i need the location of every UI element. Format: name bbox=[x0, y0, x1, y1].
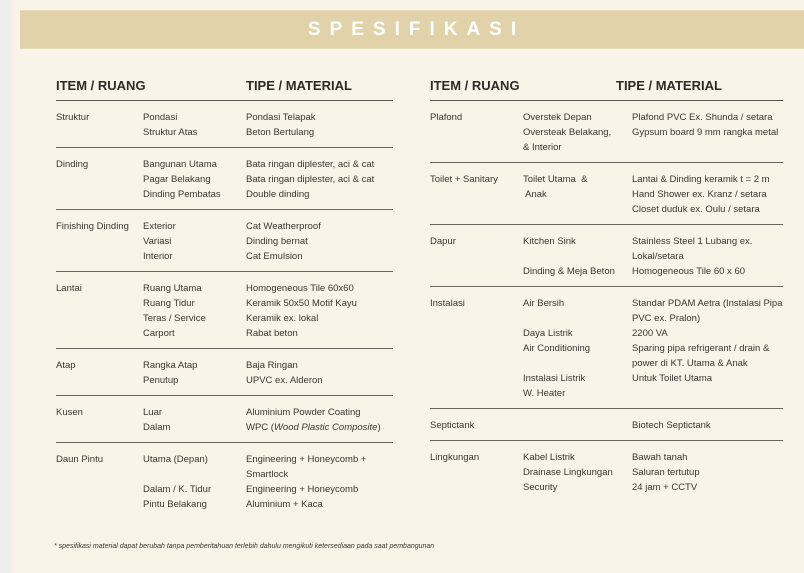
row-item: Toilet Utama & bbox=[523, 174, 588, 185]
row-material: Cat Weatherproof bbox=[246, 221, 321, 232]
spec-section bbox=[56, 349, 393, 396]
header-item: ITEM / RUANG bbox=[56, 78, 146, 93]
table-row bbox=[523, 326, 783, 341]
spec-section bbox=[430, 287, 783, 409]
row-item: Dinding & Meja Beton bbox=[523, 266, 615, 277]
row-item: Dalam / K. Tidur bbox=[143, 484, 212, 495]
table-row bbox=[143, 219, 393, 234]
row-item: Variasi bbox=[143, 236, 172, 247]
table-row bbox=[523, 465, 783, 480]
row-item: Teras / Service bbox=[143, 313, 206, 324]
spec-section bbox=[430, 101, 783, 163]
table-row bbox=[523, 386, 783, 401]
table-row bbox=[523, 187, 783, 202]
section-category: Dapur bbox=[430, 236, 456, 247]
spec-section bbox=[430, 409, 783, 441]
spec-table-left bbox=[56, 76, 393, 519]
table-row bbox=[523, 311, 783, 326]
row-item: & Interior bbox=[523, 142, 562, 153]
row-item bbox=[143, 467, 246, 482]
row-item: Utama (Depan) bbox=[143, 454, 208, 465]
row-item: Penutup bbox=[143, 375, 179, 386]
row-item: Pintu Belakang bbox=[143, 499, 207, 510]
row-item bbox=[523, 249, 632, 264]
section-rows bbox=[523, 418, 783, 433]
table-row bbox=[523, 450, 783, 465]
page-title: SPESIFIKASI bbox=[307, 18, 526, 40]
spec-section bbox=[56, 272, 393, 349]
table-row bbox=[143, 452, 393, 467]
table-row bbox=[523, 480, 783, 495]
table-row bbox=[523, 356, 783, 371]
section-category: Septictank bbox=[430, 420, 475, 431]
section-category: Dinding bbox=[56, 159, 89, 170]
row-material: Lokal/setara bbox=[632, 251, 684, 262]
row-item: Dinding Pembatas bbox=[143, 189, 221, 200]
row-material: Double dinding bbox=[246, 189, 310, 200]
row-material: Homogeneous Tile 60 x 60 bbox=[632, 266, 746, 277]
footnote: * spesifikasi material dapat berubah tanpa pemberitahuan terlebih dahulu mengikuti ketersediaan pada saat pembangunan bbox=[54, 543, 435, 550]
section-category: Finishing Dinding bbox=[56, 221, 129, 232]
header-material: TIPE / MATERIAL bbox=[246, 78, 352, 93]
table-row bbox=[523, 371, 783, 386]
row-item: Ruang Tidur bbox=[143, 298, 195, 309]
row-item bbox=[523, 418, 632, 433]
row-material: power di KT. Utama & Anak bbox=[632, 358, 748, 369]
row-material: Gypsum board 9 mm rangka metal bbox=[632, 127, 779, 138]
section-rows bbox=[523, 110, 783, 155]
row-item: Kabel Listrik bbox=[523, 452, 575, 463]
row-material: Untuk Toilet Utama bbox=[632, 373, 713, 384]
row-item bbox=[523, 311, 632, 326]
table-row bbox=[523, 125, 783, 140]
row-item bbox=[523, 356, 632, 371]
row-item: Security bbox=[523, 482, 558, 493]
table-row bbox=[143, 497, 393, 512]
row-material: Bawah tanah bbox=[632, 452, 688, 463]
section-rows bbox=[523, 234, 783, 279]
row-item: Overstek Depan bbox=[523, 112, 592, 123]
row-item: Luar bbox=[143, 407, 163, 418]
section-category: Lingkungan bbox=[430, 452, 480, 463]
row-material: Bata ringan diplester, aci & cat bbox=[246, 159, 375, 170]
table-row bbox=[143, 358, 393, 373]
row-material: Engineering + Honeycomb bbox=[246, 484, 359, 495]
row-material: Pondasi Telapak bbox=[246, 112, 316, 123]
section-category: Struktur bbox=[56, 112, 90, 123]
section-rows bbox=[143, 110, 393, 140]
row-material: Baja Ringan bbox=[246, 360, 298, 371]
row-material: 24 jam + CCTV bbox=[632, 482, 698, 493]
row-item: Air Conditioning bbox=[523, 343, 591, 354]
row-material: Bata ringan diplester, aci & cat bbox=[246, 174, 375, 185]
row-item: Exterior bbox=[143, 221, 176, 232]
row-material: Biotech Septictank bbox=[632, 420, 711, 431]
table-row bbox=[143, 326, 393, 341]
material-text-end: ) bbox=[377, 422, 381, 433]
table-row bbox=[143, 467, 393, 482]
section-category: Daun Pintu bbox=[56, 454, 104, 465]
table-row bbox=[143, 482, 393, 497]
spec-section bbox=[56, 148, 393, 210]
table-row bbox=[143, 311, 393, 326]
table-row bbox=[143, 296, 393, 311]
section-category: Lantai bbox=[56, 283, 82, 294]
row-item: Carport bbox=[143, 328, 175, 339]
row-material: Stainless Steel 1 Lubang ex. bbox=[632, 236, 753, 247]
spec-section bbox=[56, 443, 393, 519]
row-material: UPVC ex. Alderon bbox=[246, 375, 323, 386]
row-material: 2200 VA bbox=[632, 328, 668, 339]
table-row bbox=[523, 202, 783, 217]
table-row bbox=[523, 140, 783, 155]
row-item: Daya Listrik bbox=[523, 328, 573, 339]
table-row bbox=[143, 187, 393, 202]
row-material: Cat Emulsion bbox=[246, 251, 303, 262]
spec-section bbox=[56, 210, 393, 272]
section-category: Plafond bbox=[430, 112, 463, 123]
section-rows bbox=[143, 358, 393, 388]
table-header bbox=[56, 76, 393, 101]
table-row bbox=[143, 234, 393, 249]
row-item: Anak bbox=[523, 189, 547, 200]
table-body bbox=[56, 101, 393, 519]
table-row bbox=[523, 341, 783, 356]
row-item: Ruang Utama bbox=[143, 283, 202, 294]
row-item: Air Bersih bbox=[523, 298, 565, 309]
row-item: Kitchen Sink bbox=[523, 236, 576, 247]
table-row bbox=[143, 157, 393, 172]
table-row bbox=[523, 172, 783, 187]
row-material: Dinding bernat bbox=[246, 236, 308, 247]
section-category: Toilet + Sanitary bbox=[430, 174, 498, 185]
row-item: Pondasi bbox=[143, 112, 178, 123]
header-material: TIPE / MATERIAL bbox=[616, 78, 722, 93]
spec-section bbox=[430, 163, 783, 225]
table-row bbox=[523, 418, 783, 433]
table-row bbox=[143, 172, 393, 187]
table-row bbox=[143, 405, 393, 420]
row-item: Dalam bbox=[143, 422, 171, 433]
row-material: PVC ex. Pralon) bbox=[632, 313, 701, 324]
section-rows bbox=[523, 296, 783, 401]
section-rows bbox=[143, 219, 393, 264]
row-material: Saluran tertutup bbox=[632, 467, 700, 478]
table-row bbox=[143, 125, 393, 140]
table-row bbox=[143, 420, 393, 435]
row-material: Homogeneous Tile 60x60 bbox=[246, 283, 354, 294]
row-material: Rabat beton bbox=[246, 328, 298, 339]
row-material: Aluminium Powder Coating bbox=[246, 407, 361, 418]
spec-section bbox=[56, 101, 393, 148]
row-material: Standar PDAM Aetra (Instalasi Pipa bbox=[632, 298, 783, 309]
header-item: ITEM / RUANG bbox=[430, 78, 520, 93]
spec-section bbox=[56, 396, 393, 443]
section-rows bbox=[523, 172, 783, 217]
row-material: Plafond PVC Ex. Shunda / setara bbox=[632, 112, 773, 123]
table-row bbox=[143, 373, 393, 388]
section-rows bbox=[143, 281, 393, 341]
section-rows bbox=[143, 157, 393, 202]
spec-section bbox=[430, 225, 783, 287]
material-italic-text: Wood Plastic Composite bbox=[273, 422, 378, 433]
row-material: Beton Bertulang bbox=[246, 127, 315, 138]
section-category: Instalasi bbox=[430, 298, 465, 309]
row-item: Oversteak Belakang, bbox=[523, 127, 612, 138]
row-item: Rangka Atap bbox=[143, 360, 198, 371]
material-text: WPC ( bbox=[246, 422, 274, 433]
section-rows bbox=[523, 450, 783, 495]
table-row bbox=[523, 110, 783, 125]
spec-table-right bbox=[430, 76, 783, 502]
section-category: Kusen bbox=[56, 407, 83, 418]
section-rows bbox=[143, 452, 393, 512]
table-row bbox=[143, 281, 393, 296]
row-item: Interior bbox=[143, 251, 173, 262]
row-material: Sparing pipa refrigerant / drain & bbox=[632, 343, 770, 354]
row-item: Pagar Belakang bbox=[143, 174, 211, 185]
row-material: Keramik ex. lokal bbox=[246, 313, 319, 324]
row-item: Struktur Atas bbox=[143, 127, 198, 138]
table-body bbox=[430, 101, 783, 502]
table-header bbox=[430, 76, 783, 101]
title-banner bbox=[20, 10, 804, 49]
table-row bbox=[523, 296, 783, 311]
row-item: Instalasi Listrik bbox=[523, 373, 586, 384]
table-row bbox=[143, 249, 393, 264]
section-rows bbox=[143, 405, 393, 435]
table-row bbox=[523, 234, 783, 249]
row-item: Drainase Lingkungan bbox=[523, 467, 613, 478]
spec-section bbox=[430, 441, 783, 502]
row-material bbox=[246, 420, 393, 435]
table-row bbox=[523, 249, 783, 264]
row-material bbox=[632, 386, 783, 401]
row-material: Aluminium + Kaca bbox=[246, 499, 323, 510]
row-material: Lantai & Dinding keramik t = 2 m bbox=[632, 174, 770, 185]
row-item bbox=[523, 202, 632, 217]
row-material: Closet duduk ex. Oulu / setara bbox=[632, 204, 760, 215]
table-row bbox=[143, 110, 393, 125]
table-row bbox=[523, 264, 783, 279]
row-item: Bangunan Utama bbox=[143, 159, 217, 170]
row-material: Hand Shower ex. Kranz / setara bbox=[632, 189, 767, 200]
row-material: Smartlock bbox=[246, 469, 289, 480]
row-material: Engineering + Honeycomb + bbox=[246, 454, 367, 465]
row-item: W. Heater bbox=[523, 388, 566, 399]
row-material: Keramik 50x50 Motif Kayu bbox=[246, 298, 357, 309]
row-material bbox=[632, 140, 783, 155]
section-category: Atap bbox=[56, 360, 76, 371]
